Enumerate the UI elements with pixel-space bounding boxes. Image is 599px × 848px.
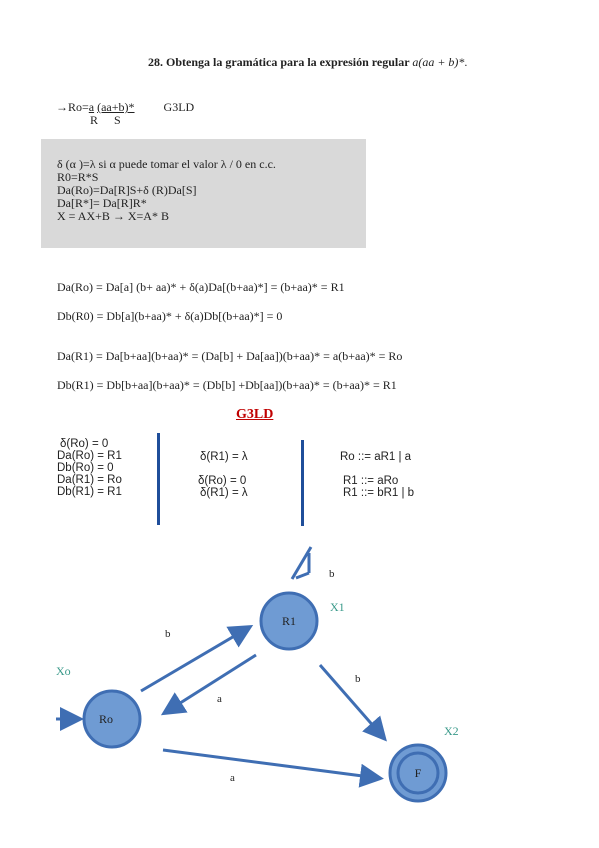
state-f-label: F xyxy=(414,766,422,780)
col1-line-5: Db(R1) = R1 xyxy=(57,486,122,498)
rule-line-2: R0=R*S xyxy=(57,170,99,184)
rule-line-5: X = AX+B → X=A* B xyxy=(57,209,169,223)
rule-line-4: Da[R*]= Da[R]R* xyxy=(57,196,147,210)
label-r: R xyxy=(90,113,99,127)
start-arrow: → xyxy=(56,100,68,114)
col3-line-3: R1 ::= bR1 | b xyxy=(343,487,415,499)
col1-line-1: δ(Ro) = 0 xyxy=(60,438,109,450)
edge-r0-f xyxy=(163,750,378,778)
grammar-lhs: Ro= xyxy=(68,100,89,114)
edge-r0-f-label: a xyxy=(230,772,235,784)
rule-line-1: δ (α )=λ si α puede tomar el valor λ / 0 en c.c. xyxy=(57,157,276,171)
x0-label: Xo xyxy=(56,664,71,678)
col1-line-3: Db(Ro) = 0 xyxy=(57,462,114,474)
loop-edge-b-tip2 xyxy=(296,573,309,578)
derivative-line-4: Db(R1) = Db[b+aa](b+aa)* = (Db[b] +Db[aa])(b+aa)* = (b+aa)* = R1 xyxy=(57,378,397,392)
title-suffix: . xyxy=(464,55,468,69)
edge-r1-r0 xyxy=(166,655,256,712)
section-title: G3LD xyxy=(236,407,274,422)
col2-line-3: δ(R1) = λ xyxy=(200,487,248,499)
col1-line-2: Da(Ro) = R1 xyxy=(57,450,122,462)
derivative-line-3: Da(R1) = Da[b+aa](b+aa)* = (Da[b] + Da[aa])(b+aa)* = a(b+aa)* = Ro xyxy=(57,349,403,363)
grammar-term-s: (aa+b)* xyxy=(97,100,135,114)
edge-r1-r0-label: a xyxy=(217,693,222,705)
state-r0-label: Ro xyxy=(98,712,114,726)
edge-r1-f-label: b xyxy=(355,673,361,685)
edge-r1-f xyxy=(320,665,383,737)
rule-line-3: Da(Ro)=Da[R]S+δ (R)Da[S] xyxy=(57,183,197,197)
title-prefix: 28. Obtenga la gramática para la expresión regular xyxy=(148,55,413,69)
x2-label: X2 xyxy=(444,724,459,738)
title-expr: a(aa + b)* xyxy=(412,55,465,69)
col2-line-2: δ(Ro) = 0 xyxy=(198,475,247,487)
grammar-term-r: a xyxy=(88,100,95,114)
x1-label: X1 xyxy=(330,600,345,614)
derivative-line-1: Da(Ro) = Da[a] (b+ aa)* + δ(a)Da[(b+aa)*] = (b+aa)* = R1 xyxy=(57,280,345,294)
state-r1-label: R1 xyxy=(281,614,297,628)
grammar-tag: G3LD xyxy=(163,100,195,114)
col3-line-1: Ro ::= aR1 | a xyxy=(340,451,412,463)
col3-line-2: R1 ::= aRo xyxy=(343,475,399,487)
edge-r0-r1-label: b xyxy=(165,628,171,640)
label-s: S xyxy=(114,113,121,127)
loop-edge-label: b xyxy=(329,568,335,580)
derivative-line-2: Db(R0) = Db[a](b+aa)* + δ(a)Db[(b+aa)*] = 0 xyxy=(57,309,283,323)
col2-line-1: δ(R1) = λ xyxy=(200,451,248,463)
edge-r0-r1 xyxy=(141,628,248,691)
col1-line-4: Da(R1) = Ro xyxy=(57,474,122,486)
